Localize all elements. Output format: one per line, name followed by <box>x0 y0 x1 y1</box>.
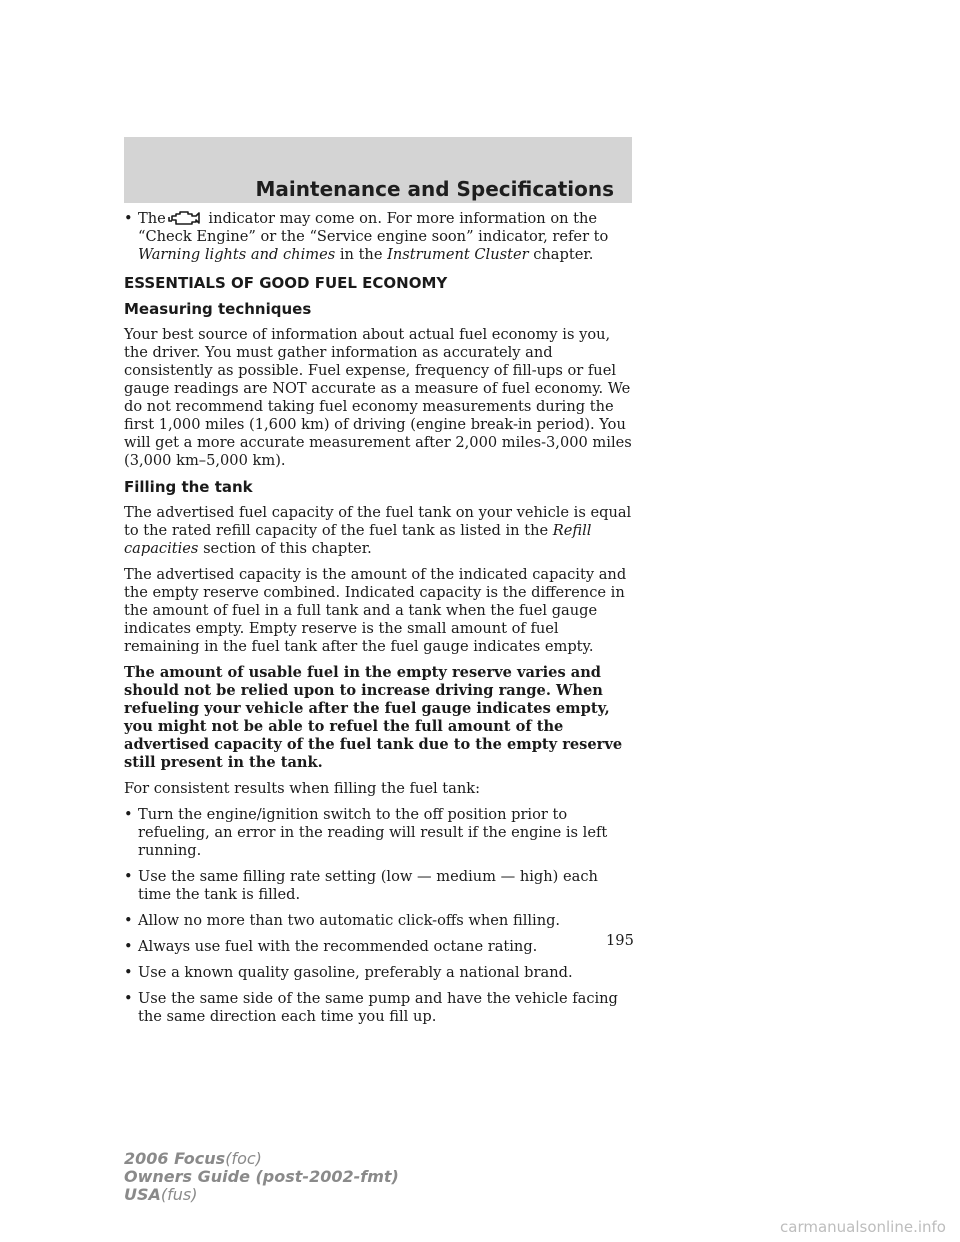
filling-para1-end: section of this chapter. <box>203 540 372 557</box>
page-title: Maintenance and Specifications <box>255 177 614 201</box>
list-item-text: Always use fuel with the recommended octane rating. <box>138 938 538 955</box>
section-title: ESSENTIALS OF GOOD FUEL ECONOMY <box>124 274 448 292</box>
footer-model-code: (foc) <box>225 1149 262 1168</box>
list-item <box>124 806 634 860</box>
reference-warning-lights: Warning lights and chimes <box>138 246 336 263</box>
intro-text-mid: in the <box>339 246 383 263</box>
bullet-dot: • <box>124 964 133 981</box>
check-engine-icon <box>168 210 202 226</box>
bullet-dot: • <box>124 938 133 955</box>
footer-region: USA <box>124 1185 161 1204</box>
header-band <box>124 137 632 203</box>
intro-text-end: chapter. <box>533 246 594 263</box>
footer-model: 2006 Focus <box>124 1149 226 1168</box>
filling-heading: Filling the tank <box>124 478 253 496</box>
filling-lead: For consistent results when filling the fuel tank: <box>124 780 480 797</box>
list-item <box>124 964 634 982</box>
filling-para1-text: The advertised fuel capacity of the fuel tank on your vehicle is equal to the rated refill capacity of the fuel tank as listed in the <box>124 504 632 539</box>
footer-region-code: (fus) <box>160 1185 198 1204</box>
list-item-text: Turn the engine/ignition switch to the off position prior to refueling, an error in the reading will result if the engine is left running. <box>138 806 608 859</box>
footer-guide: Owners Guide (post-2002-fmt) <box>124 1167 399 1186</box>
list-item-text: Allow no more than two automatic click-offs when filling. <box>138 912 561 929</box>
intro-text: indicator may come on. For more information on the “Check Engine” or the “Service engine soon” indicator, refer to <box>138 210 609 245</box>
footer-line-1 <box>124 1150 399 1168</box>
bullet-dot: • <box>124 868 133 885</box>
filling-paragraph-2: The advertised capacity is the amount of the indicated capacity and the empty reserve combined. Indicated capacity is the difference in the amount of fuel in a full tank and a tank when the fuel gauge indicates empty. Empty reserve is the small amount of fuel remaining in the fuel tank after the fuel gauge indicates empty. <box>124 566 627 655</box>
footer <box>124 1150 399 1204</box>
list-item-text: Use the same side of the same pump and have the vehicle facing the same direction each time you fill up. <box>138 990 618 1025</box>
filling-paragraph-1 <box>124 504 634 558</box>
bullet-dot: • <box>124 210 133 227</box>
list-item <box>124 990 634 1026</box>
list-item <box>124 868 634 904</box>
reference-instrument-cluster: Instrument Cluster <box>387 246 529 263</box>
list-item-text: Use a known quality gasoline, preferably a national brand. <box>138 964 573 981</box>
list-item-text: Use the same filling rate setting (low — medium — high) each time the tank is filled. <box>138 868 598 903</box>
bullet-dot: • <box>124 990 133 1007</box>
measuring-heading: Measuring techniques <box>124 300 312 318</box>
reference-refill-capacities: Refill capacities <box>124 522 592 557</box>
page-content <box>124 210 634 1034</box>
list-item <box>124 938 634 956</box>
watermark: carmanualsonline.info <box>780 1218 946 1236</box>
page-number: 195 <box>606 932 634 949</box>
warning-paragraph: The amount of usable fuel in the empty reserve varies and should not be relied upon to increase driving range. When refueling your vehicle after the fuel gauge indicates empty, you might not be able to refuel the full amount of the advertised capacity of the fuel tank due to the empty reserve still present in the tank. <box>124 664 623 771</box>
footer-line-3 <box>124 1186 399 1204</box>
footer-line-2 <box>124 1168 399 1186</box>
bullet-dot: • <box>124 806 133 823</box>
list-item <box>124 912 634 930</box>
bullet-dot: • <box>124 912 133 929</box>
intro-text-start: The <box>138 210 166 227</box>
intro-bullet <box>124 210 634 264</box>
measuring-paragraph: Your best source of information about actual fuel economy is you, the driver. You must gather information as accurately and consistently as possible. Fuel expense, frequency of fill-ups or fuel gauge readings are NOT accurate as a measure of fuel economy. We do not recommend taking fuel economy measurements during the first 1,000 miles (1,600 km) of driving (engine break-in period). You will get a more accurate measurement after 2,000 miles-3,000 miles (3,000 km–5,000 km). <box>124 326 632 469</box>
